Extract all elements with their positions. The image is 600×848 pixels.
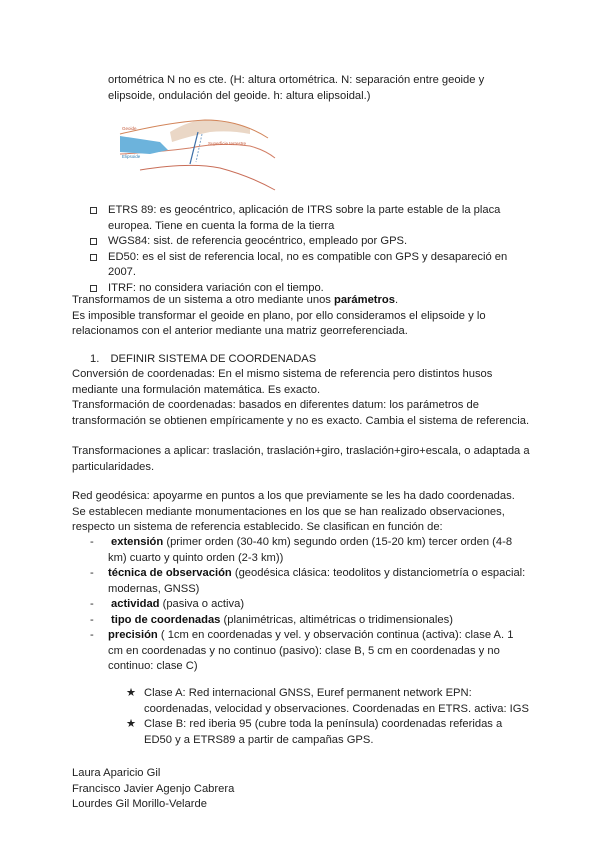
paragraph-line: mediante una formulación matemática. Es exacto. [72, 383, 321, 396]
paragraph-line: respecto un sistema de referencia establecido. Se clasifican en función de: [72, 521, 443, 533]
transform-line: Es imposible transformar el geoide en plano, por ello consideramos el elipsoide y lo [72, 309, 486, 322]
author-name: Francisco Javier Agenjo Cabrera [72, 782, 235, 795]
star-bullet-icon: ★ [126, 687, 137, 699]
author-name: Laura Aparicio Gil [72, 767, 161, 779]
list-item: ★ Clase B: red iberia 95 (cubre toda la península) coordenadas referidas a ED50 y a ETRS89 a partir de campañas GPS. [126, 718, 503, 746]
terrain-shape [170, 120, 250, 143]
paragraph-line: Red geodésica: apoyarme en puntos a los que previamente se les ha dado coordenadas. [72, 490, 515, 502]
criterion-bold: extensión [111, 536, 164, 548]
paragraph-line: Se establecen mediante monumentaciones en los que se han realizado observaciones, [72, 505, 505, 518]
geoid-ellipsoid-figure [110, 112, 280, 192]
list-item: ★ Clase A: Red internacional GNSS, Euref permanent network EPN: coordenadas, velocidad y observaciones. Coordenadas en ETRS. activa: IGS [126, 687, 529, 715]
dash-bullet: - [90, 567, 94, 579]
transform-line: relacionamos con el anterior mediante una matriz georreferenciada. [72, 325, 408, 337]
dash-bullet: - [90, 613, 94, 626]
criterion-bold: técnica de observación [108, 567, 232, 579]
list-item-text: WGS84: sist. de referencia geocéntrico, empleado por GPS. [108, 235, 408, 247]
transform-line: Transformamos de un sistema a otro mediante unos parámetros. [72, 294, 399, 306]
authors-block [72, 766, 234, 813]
author-name: Lourdes Gil Morillo-Velarde [72, 798, 207, 810]
paragraph-line: Transformación de coordenadas: basados en diferentes datum: los parámetros de [72, 399, 479, 411]
classes-list [126, 686, 529, 748]
checkbox-bullet-icon [90, 238, 97, 245]
figure-label-bottom: Elipsoide [122, 154, 141, 159]
checkbox-bullet-icon [90, 285, 97, 292]
intro-line: ortométrica N no es cte. (H: altura ortométrica. N: separación entre geoide y [108, 74, 485, 86]
ocean-shape [120, 136, 168, 154]
dash-bullet: - [90, 629, 94, 641]
dash-bullet: - [90, 536, 94, 548]
list-item [88, 250, 548, 281]
figure-label-top: Geoide [122, 126, 137, 131]
checkbox-bullet-icon [90, 207, 97, 214]
curve-lower [140, 165, 275, 190]
criterion-bold: actividad [111, 598, 160, 610]
list-item: - extensión (primer orden (30-40 km) segundo orden (15-20 km) tercer orden (4-8 km) cuarto y quinto orden (2-3 km)) [90, 536, 513, 564]
transform-paragraph [72, 293, 552, 340]
intro-line: elipsoide, ondulación del geoide. h: altura elipsoidal.) [108, 89, 371, 102]
list-item [88, 203, 548, 234]
list-item: - técnica de observación (geodésica clásica: teodolitos y distanciometría o espacial: modernas, GNSS) [90, 567, 526, 595]
section-number: 1. [90, 353, 100, 365]
list-item [88, 234, 548, 250]
criteria-list [88, 535, 548, 675]
red-geodesica-paragraph [72, 489, 562, 536]
list-item-text: ED50: es el sist de referencia local, no es compatible con GPS y desapareció en [108, 250, 508, 263]
list-item: - precisión ( 1cm en coordenadas y vel. y observación continua (activa): clase A. 1 cm en coordenadas y no continuo (pasivo): clase B, 5 cm en coordenadas y no continuo: clase C) [90, 629, 514, 672]
list-item-text: ITRF: no considera variación con el tiempo. [108, 281, 324, 294]
paragraph-line: transformación se obtienen empíricamente y no es exacto. Cambia el sistema de referencia. [72, 414, 530, 427]
section-title: DEFINIR SISTEMA DE COORDENADAS [110, 353, 317, 365]
transformations-paragraph [72, 444, 562, 475]
paragraph-line: particularidades. [72, 460, 155, 473]
list-item-text: europea. Tiene en cuenta la forma de la tierra [108, 219, 335, 232]
checkbox-bullet-icon [90, 254, 97, 261]
list-item: - actividad (pasiva o activa) [88, 597, 548, 613]
section-heading [90, 352, 316, 368]
reference-systems-list [88, 203, 548, 296]
intro-text [108, 73, 548, 104]
figure-label-surface: Superficie terrestre [208, 141, 247, 146]
list-item-text: 2007. [108, 266, 136, 278]
paragraph-line: Conversión de coordenadas: En el mismo sistema de referencia pero distintos husos [72, 368, 493, 380]
conversion-paragraph [72, 367, 562, 429]
list-item-text: ETRS 89: es geocéntrico, aplicación de ITRS sobre la parte estable de la placa [108, 204, 501, 216]
criterion-bold: precisión [108, 629, 158, 641]
paragraph-line: Transformaciones a aplicar: traslación, traslación+giro, traslación+giro+escala, o adaptada a [72, 445, 530, 457]
criterion-bold: tipo de coordenadas [111, 613, 221, 626]
list-item: - tipo de coordenadas (planimétricas, altimétricas o tridimensionales) [88, 613, 548, 629]
dash-bullet: - [90, 598, 94, 610]
parametros-bold: parámetros [334, 294, 395, 306]
star-bullet-icon: ★ [126, 718, 137, 730]
